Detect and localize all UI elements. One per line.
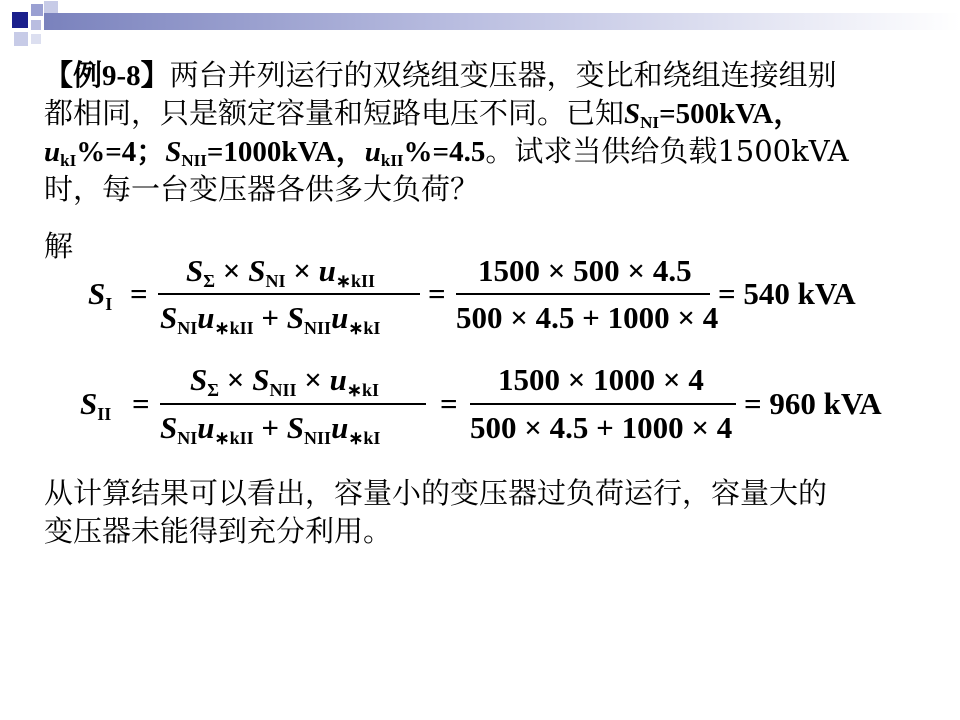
eq1-lhs: $S_I$ — [88, 276, 113, 314]
eq2-numeric-numerator: 1500 × 1000 × 4 — [498, 362, 704, 397]
problem-line-1: 【例9-8】两台并列运行的双绕组变压器，变比和绕组连接组别 — [44, 58, 837, 92]
header-gradient-bar — [44, 13, 960, 30]
eq1-numeric-numerator: 1500 × 500 × 4.5 — [478, 253, 692, 288]
eq2-result: = 960 kVA — [744, 386, 882, 421]
eq1-numeric-denominator: 500 × 4.5 + 1000 × 4 — [456, 300, 719, 335]
eq2-equals: = — [132, 386, 150, 421]
eq2-denominator: $S_{NI}u_{∗kII} + S_{NII}u_{∗kI}$ — [160, 410, 381, 448]
eq2-numerator: $S_\Sigma \times S_{NII} \times u_{∗kI}$ — [190, 362, 379, 400]
decor-square — [14, 32, 28, 46]
decor-square — [31, 4, 43, 16]
problem-line-2: 都相同，只是额定容量和短路电压不同。已知$S_{NI}=500kVA$， — [44, 96, 803, 132]
eq2-fraction-bar — [160, 403, 426, 405]
eq1-numeric-fraction-bar — [456, 293, 710, 295]
eq2-equals-2: = — [440, 386, 458, 421]
eq1-denominator: $S_{NI}u_{∗kII} + S_{NII}u_{∗kI}$ — [160, 300, 381, 338]
conclusion-line-2: 变压器未能得到充分利用。 — [44, 514, 393, 548]
eq2-numeric-fraction-bar — [470, 403, 736, 405]
eq1-equals-2: = — [428, 276, 446, 311]
eq1-result: = 540 kVA — [718, 276, 856, 311]
eq2-numeric-denominator: 500 × 4.5 + 1000 × 4 — [470, 410, 733, 445]
eq2-lhs: $S_{II}$ — [80, 386, 112, 424]
problem-line-3: $u_{kI}\%=4$；$S_{NII}=1000kVA$，$u_{kII}\%=4.5$。试求当供给负载1500kVA — [44, 134, 849, 170]
conclusion-line-1: 从计算结果可以看出，容量小的变压器过负荷运行，容量大的 — [44, 476, 828, 510]
decor-square — [31, 20, 41, 30]
eq1-equals: = — [130, 276, 148, 311]
eq1-numerator: $S_\Sigma \times S_{NI} \times u_{∗kII}$ — [186, 253, 375, 291]
slide-header-decoration — [0, 0, 960, 60]
solution-label: 解 — [44, 229, 74, 263]
decor-square — [12, 12, 28, 28]
problem-line-4: 时，每一台变压器各供多大负荷？ — [44, 172, 480, 206]
eq1-fraction-bar — [158, 293, 420, 295]
example-tag: 【例9-8】 — [44, 60, 170, 92]
decor-square — [31, 34, 41, 44]
